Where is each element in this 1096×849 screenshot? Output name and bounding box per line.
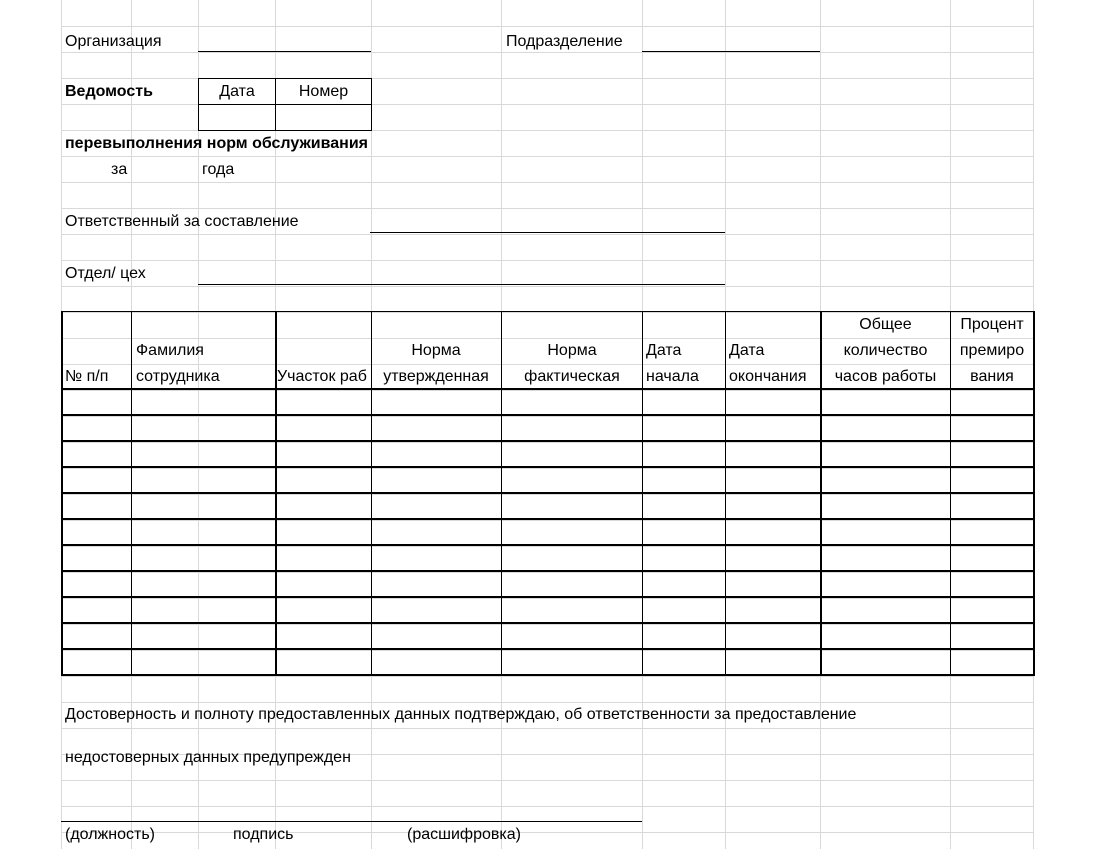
column-header-start-date: Дата начала — [646, 342, 699, 385]
date-value-cell[interactable] — [198, 104, 276, 131]
table-row[interactable] — [61, 390, 1033, 414]
gridline-horizontal — [61, 260, 1033, 261]
decoding-label: (расшифровка) — [407, 826, 521, 843]
dept-shop-label: Отдел/ цех — [65, 265, 146, 282]
statement-subtitle: перевыполнения норм обслуживания — [65, 135, 368, 152]
number-header-cell — [275, 78, 372, 105]
gridline-horizontal — [61, 780, 1033, 781]
confirmation-text-line1: Достоверность и полноту предоставленных данных подтверждаю, об ответственности за предоставление — [65, 706, 857, 723]
date-header-cell — [198, 78, 276, 105]
gridline-horizontal — [61, 52, 1033, 53]
confirmation-text-line2: недостоверных данных предупрежден — [65, 749, 351, 766]
gridline-horizontal — [61, 208, 1033, 209]
gridline-horizontal — [61, 728, 1033, 729]
table-row[interactable] — [61, 598, 1033, 622]
column-header-actual-norm: Норма фактическая — [524, 342, 620, 385]
table-row[interactable] — [61, 650, 1033, 674]
gridline-horizontal — [61, 234, 1033, 235]
organization-label: Организация — [65, 33, 162, 50]
table-row[interactable] — [61, 494, 1033, 518]
table-row[interactable] — [61, 624, 1033, 648]
gridline-horizontal — [61, 286, 1033, 287]
department-label: Подразделение — [506, 33, 623, 50]
table-row[interactable] — [61, 572, 1033, 596]
dept-shop-field[interactable] — [198, 284, 725, 285]
signature-label: подпись — [233, 826, 294, 843]
number-value-cell[interactable] — [275, 104, 372, 131]
column-header-work-site: Участок раб — [277, 368, 367, 385]
table-row-border — [61, 674, 1034, 676]
gridline-horizontal — [61, 26, 1033, 27]
department-field[interactable] — [642, 51, 820, 52]
gridline-horizontal — [61, 182, 1033, 183]
responsible-field[interactable] — [370, 232, 725, 233]
signature-line[interactable] — [61, 821, 642, 822]
responsible-label: Ответственный за составление — [65, 213, 299, 230]
gridline-horizontal — [61, 676, 1033, 677]
period-for-label: за — [111, 161, 128, 178]
column-header-number: № п/п — [65, 368, 109, 385]
column-header-bonus-percent: Процент премиро вания — [959, 316, 1025, 385]
gridline-horizontal — [61, 156, 1033, 157]
period-year-label: года — [202, 161, 235, 178]
table-border-top — [61, 311, 1034, 312]
gridline-horizontal — [61, 832, 1033, 833]
table-row[interactable] — [61, 546, 1033, 570]
table-row[interactable] — [61, 468, 1033, 492]
table-column-border — [1033, 311, 1035, 676]
column-header-employee-name: Фамилия сотрудника — [136, 342, 220, 385]
column-header-total-hours: Общее количество часов работы — [834, 316, 937, 385]
column-header-approved-norm: Норма утвержденная — [383, 342, 489, 385]
position-label: (должность) — [65, 826, 155, 843]
statement-label: Ведомость — [65, 83, 153, 100]
table-row[interactable] — [61, 416, 1033, 440]
gridline-horizontal — [61, 702, 1033, 703]
gridline-horizontal — [61, 806, 1033, 807]
column-header-end-date: Дата окончания — [729, 342, 807, 385]
table-row[interactable] — [61, 520, 1033, 544]
organization-field[interactable] — [198, 51, 371, 52]
number-header: Номер — [298, 83, 349, 100]
table-row[interactable] — [61, 442, 1033, 466]
date-header: Дата — [219, 83, 255, 100]
